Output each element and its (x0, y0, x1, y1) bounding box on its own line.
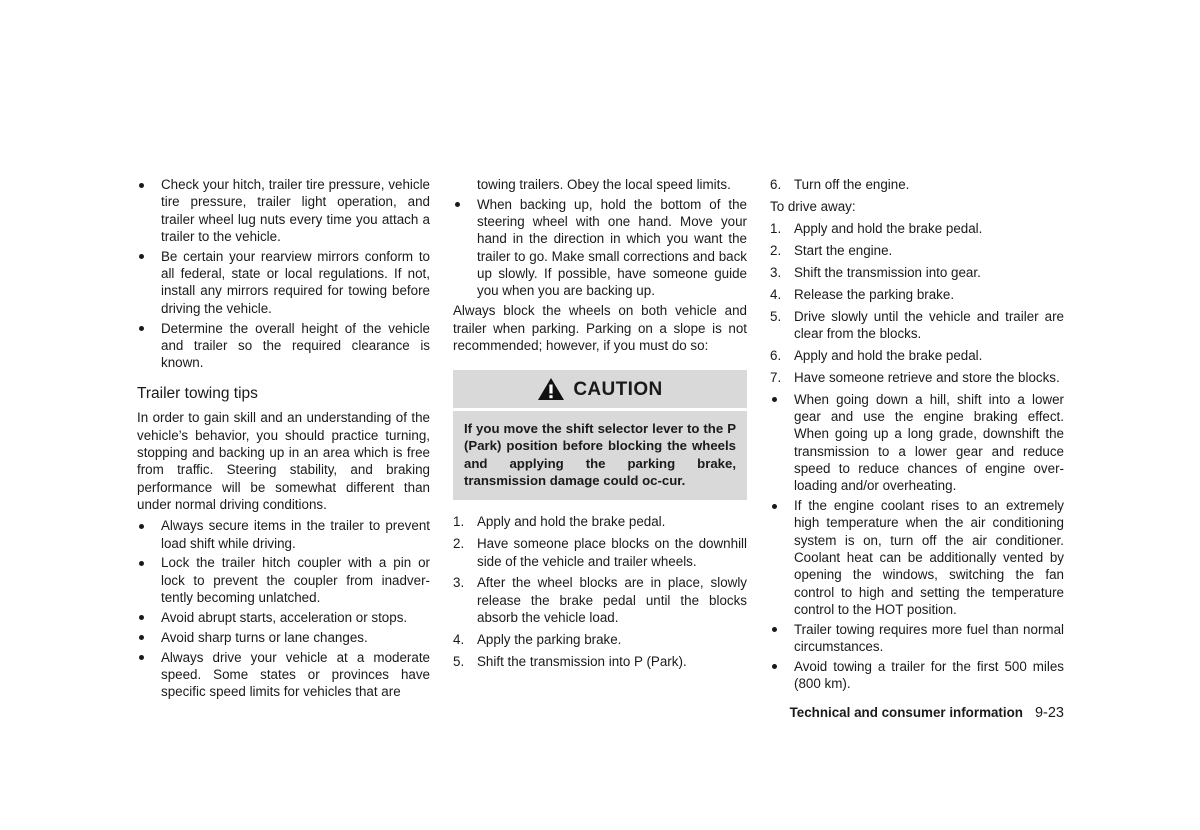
list-item: When backing up, hold the bottom of the steering wheel with one hand. Move your hand in the direction in which you want the trailer to go. Make small corrections and back up slowly. If possible, have someone guide you when you are backing up. (453, 196, 747, 300)
step-number: 1. (453, 514, 465, 530)
caution-box (453, 370, 747, 500)
list-item (453, 631, 747, 648)
backing-up-list (453, 196, 747, 300)
column-1 (137, 176, 430, 703)
step-text: Apply and hold the brake pedal. (794, 347, 983, 363)
list-item: Avoid towing a trailer for the first 500 miles (800 km). (770, 658, 1064, 693)
step-number: 6. (770, 347, 782, 363)
step-text: Turn off the engine. (794, 177, 910, 192)
list-item (453, 574, 747, 626)
list-item: When going down a hill, shift into a lower gear and use the engine braking effect. When going up a long grade, downshift the transmission to a lower gear and reduce speed to reduce chances of engine over-loading and/or overheating. (770, 391, 1064, 495)
drive-away-label: To drive away: (770, 198, 856, 214)
step-text: Start the engine. (794, 243, 893, 259)
caution-header (453, 370, 747, 411)
step-number: 6. (770, 177, 782, 192)
driving-tips-list (770, 391, 1064, 693)
list-item: If the engine coolant rises to an extremely high temperature when the air conditioning system is on, turn off the air conditioner. Coolant heat can be additionally vented by opening the windows, switching the fan control to high and setting the temperature control to the HOT position. (770, 497, 1064, 618)
list-item (770, 264, 1064, 281)
step-number: 2. (453, 536, 465, 552)
list-item: Determine the overall height of the vehicle and trailer so the required clearance is known. (137, 320, 430, 372)
step-text: Drive slowly until the vehicle and trailer are clear from the blocks. (794, 308, 1064, 342)
step-number: 4. (770, 286, 782, 302)
warning-triangle-icon (537, 377, 565, 401)
list-item: Check your hitch, trailer tire pressure, vehicle tire pressure, trailer light operation, and trailer wheel lug nuts every time you attach a trailer to the vehicle. (137, 176, 430, 245)
hitch-check-list (137, 176, 430, 371)
section-title: Technical and consumer information (789, 705, 1023, 720)
list-item: Avoid sharp turns or lane changes. (137, 629, 430, 646)
step-text: Release the parking brake. (794, 286, 955, 302)
caution-title: CAUTION (573, 378, 663, 400)
list-item: Avoid abrupt starts, acceleration or stops. (137, 609, 430, 626)
list-item (770, 176, 1064, 193)
step-text: Apply and hold the brake pedal. (477, 514, 666, 530)
parking-steps-continued (770, 176, 1064, 193)
drive-away-steps-list (770, 220, 1064, 386)
caution-text: If you move the shift selector lever to the P (Park) position before blocking the wheels and applying the parking brake, transmission damage could oc-cur. (464, 421, 736, 489)
list-item (770, 242, 1064, 259)
list-item: Be certain your rearview mirrors conform to all federal, state or local regulations. If not, install any mirrors required for towing before driving the vehicle. (137, 248, 430, 317)
list-item (453, 535, 747, 570)
step-text: Apply the parking brake. (477, 631, 622, 647)
step-number: 1. (770, 221, 782, 237)
step-number: 5. (453, 653, 465, 669)
list-item: Lock the trailer hitch coupler with a pin or lock to prevent the coupler from inadver-tently becoming unlatched. (137, 554, 430, 606)
page-number: 9-23 (1034, 705, 1064, 721)
step-text: Shift the transmission into gear. (794, 264, 981, 280)
list-item (770, 347, 1064, 364)
parking-steps-list (453, 513, 747, 670)
step-text: Shift the transmission into P (Park). (477, 653, 687, 669)
list-item: Trailer towing requires more fuel than normal circumstances. (770, 621, 1064, 656)
list-item (453, 513, 747, 530)
step-number: 2. (770, 243, 782, 259)
list-item (453, 653, 747, 670)
step-number: 3. (453, 575, 465, 591)
step-number: 5. (770, 308, 782, 324)
list-item (770, 220, 1064, 237)
continued-text: towing trailers. Obey the local speed limits. (477, 177, 731, 192)
intro-paragraph: In order to gain skill and an understanding of the vehicle’s behavior, you should practice turning, stopping and backing up in an area which is free from traffic. Steering stability, and braking performance will be somewhat different than under normal driving conditions. (137, 410, 430, 512)
list-item: Always drive your vehicle at a moderate speed. Some states or provinces have specific speed limits for vehicles that are (137, 649, 430, 701)
column-3 (770, 176, 1064, 695)
list-item (770, 369, 1064, 386)
step-text: Have someone retrieve and store the blocks. (794, 369, 1060, 385)
step-text: Have someone place blocks on the downhill side of the vehicle and trailer wheels. (477, 536, 747, 569)
parking-paragraph: Always block the wheels on both vehicle and trailer when parking. Parking on a slope is not recommended; however, if you must do so: (453, 303, 747, 353)
list-item (770, 286, 1064, 303)
step-text: After the wheel blocks are in place, slowly release the brake pedal until the blocks absorb the vehicle load. (477, 575, 747, 626)
towing-tips-list (137, 517, 430, 700)
list-item: Always secure items in the trailer to prevent load shift while driving. (137, 517, 430, 552)
step-text: Apply and hold the brake pedal. (794, 221, 983, 237)
column-2 (453, 176, 747, 675)
step-number: 3. (770, 264, 782, 280)
page-footer (700, 705, 1064, 721)
step-number: 4. (453, 631, 465, 647)
step-number: 7. (770, 369, 782, 385)
list-item (770, 308, 1064, 343)
section-heading: Trailer towing tips (137, 385, 258, 403)
